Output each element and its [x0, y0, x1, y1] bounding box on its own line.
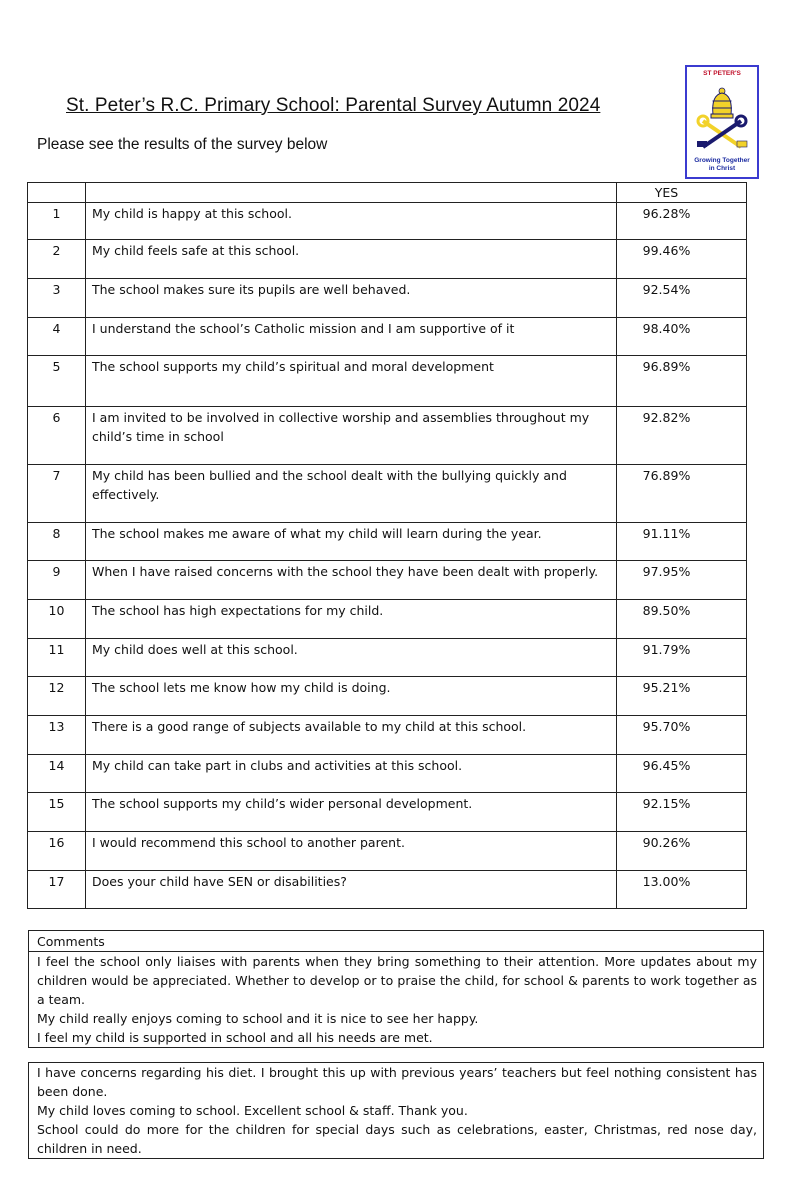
row-question: My child has been bullied and the school dealt with the bullying quickly and effectively. — [86, 465, 617, 523]
row-yes-percentage: 98.40% — [617, 318, 747, 356]
row-yes-percentage: 95.70% — [617, 716, 747, 755]
logo-top-text: ST PETER'S — [703, 70, 741, 77]
school-logo — [685, 65, 759, 179]
row-yes-percentage: 96.28% — [617, 203, 747, 240]
row-yes-percentage: 92.54% — [617, 279, 747, 318]
row-question: I am invited to be involved in collective worship and assemblies throughout my child’s time in school — [86, 407, 617, 465]
row-number: 10 — [28, 600, 86, 639]
table-row — [28, 600, 747, 639]
row-number: 15 — [28, 793, 86, 832]
comments-body-1 — [29, 952, 763, 1047]
row-number: 1 — [28, 203, 86, 240]
row-question: The school makes sure its pupils are well behaved. — [86, 279, 617, 318]
row-yes-percentage: 76.89% — [617, 465, 747, 523]
table-row — [28, 871, 747, 909]
header-number-cell — [28, 183, 86, 203]
table-row — [28, 793, 747, 832]
comment-text: I feel the school only liaises with parents when they bring something to their attention. More updates about my children would be appreciated. Whether to develop or to praise the child, for school & parents to work together as a team. — [37, 954, 757, 1007]
row-number: 17 — [28, 871, 86, 909]
row-question: I would recommend this school to another parent. — [86, 832, 617, 871]
table-row — [28, 639, 747, 677]
row-yes-percentage: 95.21% — [617, 677, 747, 716]
row-number: 6 — [28, 407, 86, 465]
logo-motto-line2: in Christ — [708, 165, 736, 172]
row-question: The school makes me aware of what my child will learn during the year. — [86, 523, 617, 561]
logo-motto-line1: Growing Together — [694, 157, 750, 164]
row-question: My child feels safe at this school. — [86, 240, 617, 279]
header-question-cell — [86, 183, 617, 203]
papal-tiara-keys-icon — [691, 81, 753, 157]
comment-text: My child really enjoys coming to school and it is nice to see her happy. — [37, 1011, 479, 1026]
row-number: 7 — [28, 465, 86, 523]
row-number: 12 — [28, 677, 86, 716]
row-question: The school lets me know how my child is doing. — [86, 677, 617, 716]
table-row — [28, 561, 747, 600]
table-row — [28, 755, 747, 793]
table-row — [28, 318, 747, 356]
row-yes-percentage: 91.11% — [617, 523, 747, 561]
table-row — [28, 240, 747, 279]
row-yes-percentage: 13.00% — [617, 871, 747, 909]
row-number: 14 — [28, 755, 86, 793]
table-row — [28, 465, 747, 523]
row-question: My child can take part in clubs and activities at this school. — [86, 755, 617, 793]
comment-text: School could do more for the children for special days such as celebrations, easter, Christmas, red nose day, children in need. — [37, 1122, 757, 1156]
comments-box-1 — [28, 930, 764, 1048]
row-yes-percentage: 92.15% — [617, 793, 747, 832]
row-number: 3 — [28, 279, 86, 318]
comments-box-2 — [28, 1062, 764, 1159]
row-number: 2 — [28, 240, 86, 279]
row-yes-percentage: 97.95% — [617, 561, 747, 600]
comments-body-2 — [29, 1063, 763, 1158]
row-number: 5 — [28, 356, 86, 407]
row-question: My child is happy at this school. — [86, 203, 617, 240]
logo-motto — [687, 157, 757, 173]
row-question: The school supports my child’s wider personal development. — [86, 793, 617, 832]
row-question: There is a good range of subjects available to my child at this school. — [86, 716, 617, 755]
table-row — [28, 677, 747, 716]
row-number: 9 — [28, 561, 86, 600]
row-question: When I have raised concerns with the school they have been dealt with properly. — [86, 561, 617, 600]
row-number: 13 — [28, 716, 86, 755]
row-question: The school has high expectations for my child. — [86, 600, 617, 639]
row-yes-percentage: 90.26% — [617, 832, 747, 871]
row-number: 4 — [28, 318, 86, 356]
header-yes-cell: YES — [617, 183, 747, 203]
row-yes-percentage: 91.79% — [617, 639, 747, 677]
row-question: My child does well at this school. — [86, 639, 617, 677]
table-row — [28, 279, 747, 318]
row-yes-percentage: 99.46% — [617, 240, 747, 279]
row-number: 11 — [28, 639, 86, 677]
page-title: St. Peter’s R.C. Primary School: Parental Survey Autumn 2024 — [66, 95, 601, 116]
page-subtitle: Please see the results of the survey below — [37, 136, 328, 153]
row-question: The school supports my child’s spiritual and moral development — [86, 356, 617, 407]
table-header-row — [28, 183, 747, 203]
row-yes-percentage: 96.45% — [617, 755, 747, 793]
comment-text: I have concerns regarding his diet. I brought this up with previous years’ teachers but feel nothing consistent has been done. — [37, 1065, 757, 1099]
table-row — [28, 716, 747, 755]
comment-text: I feel my child is supported in school and all his needs are met. — [37, 1030, 433, 1045]
table-row — [28, 523, 747, 561]
row-yes-percentage: 96.89% — [617, 356, 747, 407]
table-row — [28, 356, 747, 407]
row-number: 16 — [28, 832, 86, 871]
table-row — [28, 832, 747, 871]
comments-heading: Comments — [29, 931, 763, 952]
row-yes-percentage: 89.50% — [617, 600, 747, 639]
row-yes-percentage: 92.82% — [617, 407, 747, 465]
row-question: I understand the school’s Catholic mission and I am supportive of it — [86, 318, 617, 356]
row-number: 8 — [28, 523, 86, 561]
table-row — [28, 407, 747, 465]
survey-results-table — [27, 182, 747, 909]
row-question: Does your child have SEN or disabilities? — [86, 871, 617, 909]
comment-text: My child loves coming to school. Excellent school & staff. Thank you. — [37, 1103, 468, 1118]
table-row — [28, 203, 747, 240]
